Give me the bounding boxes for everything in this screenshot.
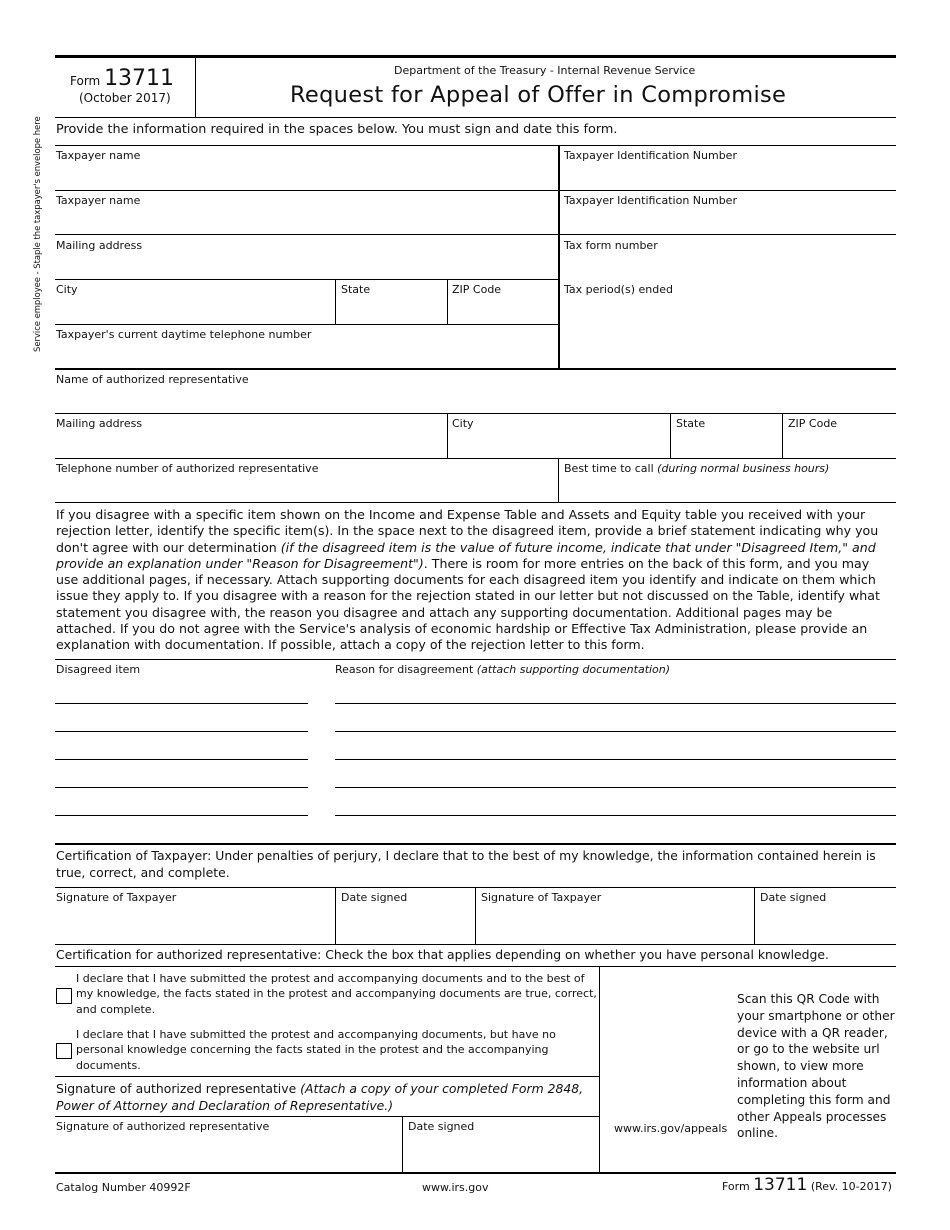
taxpayer-name-2-label: Taxpayer name — [56, 194, 141, 207]
reason-text: Reason for disagreement — [335, 663, 474, 676]
rep-name-field[interactable] — [56, 387, 894, 412]
header-top-rule — [55, 55, 896, 58]
rule — [55, 413, 896, 414]
rep-state-label: State — [676, 417, 706, 430]
date-signed-2-label: Date signed — [760, 891, 827, 904]
daytime-phone-field[interactable] — [56, 342, 554, 367]
qr-instructions: Scan this QR Code with your smartphone or other device with a QR reader, or go to the website url shown, to view more information about completing this form and other Appeals processes online. — [737, 992, 895, 1141]
rule — [447, 279, 448, 324]
rule — [55, 324, 558, 325]
rule — [402, 1116, 403, 1173]
best-time-note: (during normal business hours) — [657, 462, 830, 475]
header-bottom-rule — [55, 117, 896, 118]
rep-signature-label: Signature of authorized representative — [56, 1120, 270, 1133]
rule — [55, 843, 896, 845]
rep-state-field[interactable] — [676, 431, 779, 456]
rep-name-label: Name of authorized representative — [56, 373, 249, 386]
form-number: 13711 — [104, 66, 175, 91]
reason-line[interactable] — [335, 759, 896, 760]
rep-mailing-field[interactable] — [56, 431, 444, 456]
tin-1-field[interactable] — [564, 163, 894, 188]
catalog-number: Catalog Number 40992F — [56, 1181, 191, 1194]
disagreed-item-label: Disagreed item — [56, 663, 141, 676]
rule — [335, 887, 336, 944]
taxpayer-signature-2-field[interactable] — [481, 905, 751, 942]
tin-2-field[interactable] — [564, 208, 894, 233]
rule — [55, 279, 558, 280]
rule — [55, 190, 896, 191]
rep-signature-heading-text: Signature of authorized representative — [56, 1081, 297, 1096]
footer-revision: (Rev. 10-2017) — [810, 1180, 892, 1193]
reason-line[interactable] — [335, 787, 896, 788]
instructions-text: Provide the information required in the spaces below. You must sign and date this form. — [56, 122, 618, 137]
rep-zip-label: ZIP Code — [788, 417, 838, 430]
taxpayer-signature-2-label: Signature of Taxpayer — [481, 891, 602, 904]
rep-phone-label: Telephone number of authorized representative — [56, 462, 319, 475]
footer-rule — [55, 1172, 896, 1174]
rule — [599, 966, 600, 1173]
rule — [55, 368, 896, 370]
disagreed-item-line[interactable] — [55, 815, 308, 816]
disagreed-item-line[interactable] — [55, 703, 308, 704]
rule — [55, 234, 896, 235]
city-field[interactable] — [56, 297, 332, 322]
reason-note: (attach supporting documentation) — [476, 663, 671, 676]
rule — [55, 458, 896, 459]
rule — [55, 1116, 599, 1117]
reason-line[interactable] — [335, 815, 896, 816]
zip-label: ZIP Code — [452, 283, 502, 296]
mailing-address-label: Mailing address — [56, 239, 143, 252]
best-time-label — [564, 462, 829, 475]
form-label: Form 13711 — [70, 66, 175, 91]
rule — [55, 966, 896, 967]
rule — [447, 413, 448, 458]
taxpayer-signature-1-label: Signature of Taxpayer — [56, 891, 177, 904]
header-divider — [195, 56, 196, 117]
disagreed-item-line[interactable] — [55, 731, 308, 732]
appeals-url-link[interactable]: www.irs.gov/appeals — [614, 1122, 728, 1135]
tax-form-number-label: Tax form number — [564, 239, 658, 252]
taxpayer-name-1-label: Taxpayer name — [56, 149, 141, 162]
taxpayer-name-1-field[interactable] — [56, 163, 554, 188]
para-part1: If you disagree with a specific item shown on the Income and Expense Table and Assets and Equity table you received with your rejection letter, identify the specific item(s). In the space next to the disagreed item, provide a brief statement indicating why you don't agree with our determination — [56, 507, 879, 555]
disagreed-item-line[interactable] — [55, 787, 308, 788]
rule — [55, 944, 896, 945]
zip-field[interactable] — [452, 297, 555, 322]
state-field[interactable] — [341, 297, 444, 322]
rep-date-signed-field[interactable] — [408, 1134, 596, 1170]
rep-mailing-label: Mailing address — [56, 417, 143, 430]
rep-date-signed-label: Date signed — [408, 1120, 475, 1133]
personal-knowledge-text: I declare that I have submitted the protest and accompanying documents and to the best of my knowledge, the facts stated in the protest and accompanying documents are true, correct, and complete. — [76, 972, 597, 1016]
state-label: State — [341, 283, 371, 296]
date-signed-2-field[interactable] — [760, 905, 894, 942]
rule — [55, 145, 896, 146]
rep-city-field[interactable] — [452, 431, 667, 456]
form-date: (October 2017) — [79, 91, 171, 105]
date-signed-1-field[interactable] — [341, 905, 472, 942]
taxpayer-name-2-field[interactable] — [56, 208, 554, 233]
rule — [558, 145, 560, 369]
tin-2-label: Taxpayer Identification Number — [564, 194, 737, 207]
page-title: Request for Appeal of Offer in Compromise — [290, 82, 787, 108]
rule — [558, 458, 559, 502]
disagreed-item-line[interactable] — [55, 759, 308, 760]
rule — [55, 659, 896, 660]
tax-period-field[interactable] — [564, 297, 894, 366]
rule — [55, 1076, 599, 1077]
taxpayer-signature-1-field[interactable] — [56, 905, 332, 942]
rep-zip-field[interactable] — [788, 431, 894, 456]
para-italic: (if the disagreed item is the value of future income, indicate that under "Disagreed Item," and provide an explanation under "Reason for Disagreement") — [56, 539, 876, 571]
reason-line[interactable] — [335, 703, 896, 704]
best-time-text: Best time to call — [564, 462, 654, 475]
footer-form-word: Form — [722, 1180, 750, 1193]
best-time-field[interactable] — [564, 476, 894, 500]
reason-label — [335, 663, 670, 676]
disagreement-instructions — [56, 507, 894, 654]
mailing-address-field[interactable] — [56, 252, 554, 277]
personal-knowledge-checkbox[interactable] — [56, 988, 72, 1004]
tax-period-label: Tax period(s) ended — [564, 283, 673, 296]
no-personal-knowledge-text: I declare that I have submitted the protest and accompanying documents, but have no personal knowledge concerning the facts stated in the protest and the accompanying documents. — [76, 1028, 556, 1072]
para-part2: . There is room for more entries on the back of this form, and you may use additional pages, if necessary. Attach supporting documents for each disagreed item you identify and indicate on them which issue they apply to. If you disagree with a reason for the rejection stated in our letter but not discussed on the Table, identify what statement you disagree with, the reason you disagree and attach any supporting documentation. Additional pages may be attached. If you do not agree with the Service's analysis of economic hardship or Effective Tax Administration, please provide an explanation with documentation. If possible, attach a copy of the rejection letter to this form. — [56, 555, 880, 653]
reason-line[interactable] — [335, 731, 896, 732]
agency-name: Department of the Treasury - Internal Revenue Service — [394, 64, 696, 77]
rep-signature-field[interactable] — [56, 1134, 399, 1170]
rule — [55, 502, 896, 503]
staple-note: Service employee - Staple the taxpayer's envelope here — [32, 116, 42, 352]
rep-signature-heading — [56, 1080, 596, 1114]
rule — [475, 887, 476, 944]
irs-website: www.irs.gov — [422, 1181, 489, 1194]
rule — [335, 279, 336, 324]
rep-signature-heading-note: (Attach a copy of your completed Form 2848, Power of Attorney and Declaration of Representative.) — [56, 1081, 584, 1113]
date-signed-1-label: Date signed — [341, 891, 408, 904]
daytime-phone-label: Taxpayer's current daytime telephone number — [56, 328, 312, 341]
tin-1-label: Taxpayer Identification Number — [564, 149, 737, 162]
no-personal-knowledge-checkbox[interactable] — [56, 1043, 72, 1059]
rule — [754, 887, 755, 944]
footer-form-number: 13711 — [753, 1175, 808, 1195]
rule — [670, 413, 671, 458]
tax-form-number-field[interactable] — [564, 252, 894, 277]
footer-form-id — [722, 1175, 892, 1195]
rep-phone-field[interactable] — [56, 476, 554, 500]
city-label: City — [56, 283, 78, 296]
taxpayer-certification-text: Certification of Taxpayer: Under penalties of perjury, I declare that to the best of my knowledge, the information contained herein is true, correct, and complete. — [56, 848, 876, 880]
rep-city-label: City — [452, 417, 474, 430]
rule — [782, 413, 783, 458]
rep-certification-text: Certification for authorized representative: Check the box that applies depending on whether you have personal knowledge. — [56, 947, 829, 962]
